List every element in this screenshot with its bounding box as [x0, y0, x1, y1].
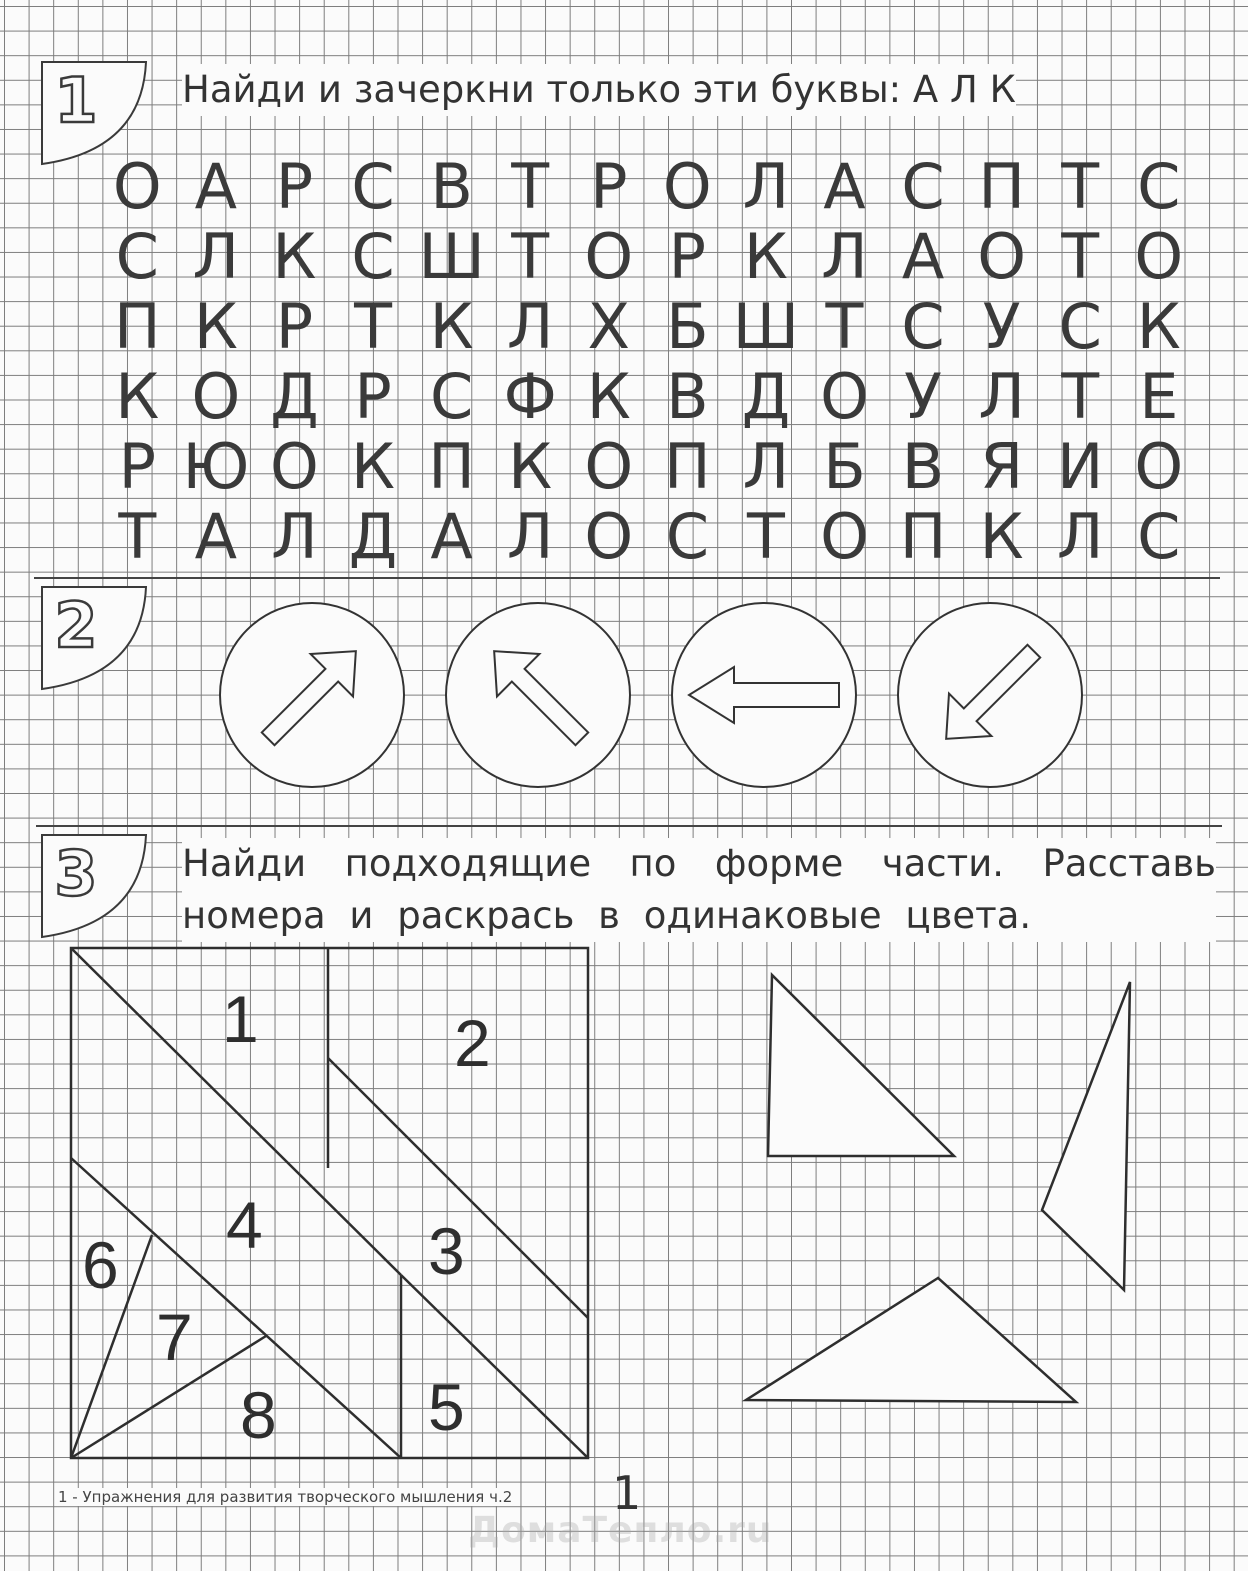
- letter-cell[interactable]: К: [586, 360, 631, 433]
- letter-cell[interactable]: Т: [825, 290, 864, 363]
- piece-number-4: 4: [226, 1188, 263, 1262]
- letter-row: [98, 432, 1198, 502]
- letter-cell[interactable]: К: [429, 290, 474, 363]
- piece-number-5: 5: [428, 1370, 465, 1444]
- arrow-up-right-icon[interactable]: [217, 600, 407, 790]
- letter-cell[interactable]: К: [193, 290, 238, 363]
- piece-number-1: 1: [222, 982, 259, 1056]
- letter-cell[interactable]: Т: [354, 290, 392, 363]
- letter-cell[interactable]: Д: [270, 360, 319, 433]
- letter-row: [98, 292, 1198, 362]
- letter-cell[interactable]: О: [584, 430, 634, 503]
- letter-cell[interactable]: О: [270, 430, 319, 503]
- letter-cell[interactable]: С: [901, 150, 945, 223]
- letter-cell[interactable]: К: [508, 430, 553, 503]
- letter-cell[interactable]: А: [823, 150, 866, 223]
- letter-cell[interactable]: Ю: [182, 430, 250, 503]
- letter-cell[interactable]: Ш: [732, 290, 800, 363]
- letter-cell[interactable]: А: [194, 500, 238, 573]
- loose-triangles: [730, 960, 1150, 1420]
- letter-cell[interactable]: Е: [1139, 360, 1179, 433]
- letter-cell[interactable]: Т: [511, 150, 550, 223]
- letter-grid: [98, 152, 1198, 572]
- arrow-left-icon[interactable]: [669, 600, 859, 790]
- letter-cell[interactable]: Р: [275, 290, 314, 363]
- letter-cell[interactable]: Р: [668, 220, 707, 293]
- letter-cell[interactable]: И: [1057, 430, 1104, 503]
- watermark: ДомаТепло.ru: [468, 1510, 773, 1551]
- task-1-instruction: Найди и зачеркни только эти буквы: А Л К: [182, 64, 1016, 116]
- letter-cell[interactable]: Б: [666, 290, 709, 363]
- letter-cell[interactable]: П: [664, 430, 711, 503]
- letter-cell[interactable]: Л: [1056, 500, 1104, 573]
- letter-cell[interactable]: К: [351, 430, 396, 503]
- letter-row: [98, 502, 1198, 572]
- letter-cell[interactable]: О: [820, 360, 869, 433]
- letter-cell[interactable]: Л: [506, 500, 554, 573]
- tangram-square: [66, 940, 596, 1470]
- letter-cell[interactable]: С: [1137, 500, 1181, 573]
- letter-cell[interactable]: В: [666, 360, 709, 433]
- task-1-badge: [42, 60, 146, 164]
- letter-cell[interactable]: К: [115, 360, 160, 433]
- triangle-wide-shape[interactable]: [746, 1278, 1076, 1402]
- letter-cell[interactable]: Ф: [503, 360, 557, 433]
- piece-number-8: 8: [240, 1378, 277, 1452]
- letter-cell[interactable]: Х: [587, 290, 630, 363]
- letter-cell[interactable]: Т: [1061, 360, 1100, 433]
- letter-cell[interactable]: Л: [271, 500, 318, 573]
- letter-cell[interactable]: Т: [1061, 220, 1100, 293]
- letter-cell[interactable]: О: [584, 220, 634, 293]
- letter-cell[interactable]: С: [665, 500, 709, 573]
- letter-cell[interactable]: С: [351, 220, 395, 293]
- letter-cell[interactable]: П: [113, 290, 161, 363]
- piece-number-2: 2: [454, 1006, 491, 1080]
- task-2-badge: [42, 585, 146, 689]
- letter-cell[interactable]: К: [272, 220, 317, 293]
- letter-cell[interactable]: Л: [192, 220, 240, 293]
- letter-cell[interactable]: О: [662, 150, 712, 223]
- letter-cell[interactable]: П: [428, 430, 475, 503]
- letter-row: [98, 362, 1198, 432]
- letter-cell[interactable]: Ш: [418, 220, 485, 293]
- task-3-instruction: Найди подходящие по форме части. Расставь номера и раскрась в одинаковые цвета.: [182, 838, 1216, 942]
- letter-cell[interactable]: О: [191, 360, 241, 433]
- letter-row: [98, 152, 1198, 222]
- letter-cell[interactable]: П: [978, 150, 1025, 223]
- triangle-thin-shape[interactable]: [1042, 982, 1130, 1290]
- letter-cell[interactable]: У: [904, 360, 942, 433]
- piece-number-7: 7: [156, 1300, 193, 1374]
- arrow-up-left-icon[interactable]: [443, 600, 633, 790]
- piece-number-6: 6: [82, 1228, 119, 1302]
- page-number: 1: [612, 1466, 642, 1520]
- letter-cell[interactable]: К: [979, 500, 1024, 573]
- letter-cell[interactable]: О: [1134, 220, 1184, 293]
- letter-cell[interactable]: О: [584, 500, 634, 573]
- letter-cell[interactable]: Я: [980, 430, 1024, 503]
- letter-cell[interactable]: Л: [978, 360, 1025, 433]
- letter-cell[interactable]: В: [430, 150, 473, 223]
- letter-cell[interactable]: Р: [354, 360, 392, 433]
- letter-cell[interactable]: С: [901, 290, 945, 363]
- letter-cell[interactable]: Т: [511, 220, 550, 293]
- letter-cell[interactable]: Р: [118, 430, 156, 503]
- letter-cell[interactable]: Л: [742, 430, 790, 503]
- letter-cell[interactable]: Л: [742, 150, 790, 223]
- letter-cell[interactable]: О: [820, 500, 869, 573]
- letter-cell[interactable]: Д: [741, 360, 791, 433]
- letter-cell[interactable]: А: [901, 220, 945, 293]
- letter-cell[interactable]: Л: [821, 220, 868, 293]
- letter-cell[interactable]: С: [1137, 150, 1181, 223]
- arrow-down-left-icon[interactable]: [895, 600, 1085, 790]
- letter-cell[interactable]: Т: [118, 500, 157, 573]
- triangle-shapes: [730, 960, 1150, 1420]
- task-3-badge: [42, 833, 146, 937]
- letter-cell[interactable]: Б: [823, 430, 866, 503]
- letter-cell[interactable]: Т: [746, 500, 785, 573]
- letter-cell[interactable]: У: [982, 290, 1021, 363]
- letter-cell[interactable]: О: [1134, 430, 1184, 503]
- letter-cell[interactable]: Р: [590, 150, 628, 223]
- section-divider: [34, 577, 1220, 579]
- letter-cell[interactable]: К: [1136, 290, 1181, 363]
- letter-cell[interactable]: Т: [1061, 150, 1100, 223]
- letter-cell[interactable]: В: [901, 430, 945, 503]
- letter-cell[interactable]: С: [429, 360, 474, 433]
- letter-cell[interactable]: П: [899, 500, 947, 573]
- letter-cell[interactable]: А: [430, 500, 473, 573]
- letter-cell[interactable]: Д: [348, 500, 398, 573]
- letter-cell[interactable]: О: [112, 150, 162, 223]
- letter-row: [98, 222, 1198, 292]
- task-2-number: 2: [54, 589, 98, 662]
- letter-cell[interactable]: Р: [275, 150, 314, 223]
- triangle-right-shape[interactable]: [768, 975, 954, 1156]
- task-1-number: 1: [54, 64, 98, 137]
- letter-cell[interactable]: О: [977, 220, 1027, 293]
- section-divider: [36, 825, 1222, 827]
- letter-cell[interactable]: А: [194, 150, 238, 223]
- task-3-number: 3: [54, 837, 98, 910]
- letter-cell[interactable]: С: [115, 220, 159, 293]
- letter-cell[interactable]: С: [1058, 290, 1102, 363]
- letter-cell[interactable]: Л: [506, 290, 554, 363]
- letter-cell[interactable]: К: [743, 220, 788, 293]
- footer-note: 1 - Упражнения для развития творческого мышления ч.2: [58, 1488, 513, 1506]
- piece-number-3: 3: [428, 1214, 465, 1288]
- tangram-lines: [66, 940, 596, 1470]
- letter-cell[interactable]: С: [351, 150, 395, 223]
